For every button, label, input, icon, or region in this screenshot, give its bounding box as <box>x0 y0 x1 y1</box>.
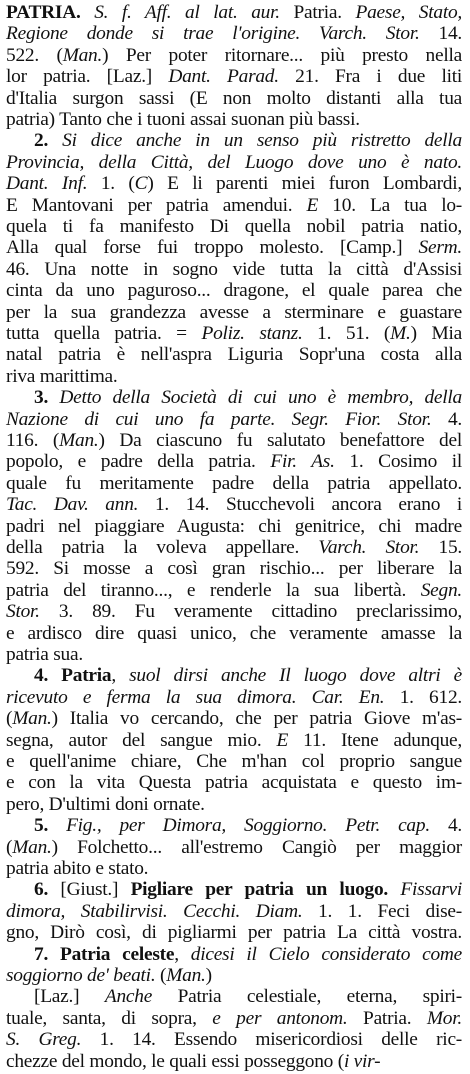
text-segment: E <box>306 194 319 216</box>
text-segment: C <box>134 173 148 195</box>
text-segment: 11. Itene adunque, <box>288 729 463 751</box>
text-segment: Man. <box>59 430 99 451</box>
text-segment: chezze del mondo, le quali essi posseggono ( <box>6 1050 344 1072</box>
text-segment: d'Italia surgon sassi (E non molto distanti alla tua <box>6 87 462 109</box>
text-line <box>6 194 462 218</box>
text-segment: Si dice anche in un senso più ristretto della <box>62 130 462 152</box>
text-segment: Paese, Stato, <box>355 2 462 23</box>
text-line <box>6 771 462 795</box>
text-segment: 4. <box>429 815 462 837</box>
text-segment: segna, autor del sangue mio. <box>6 729 277 751</box>
text-line <box>6 622 462 646</box>
text-line <box>6 1028 462 1052</box>
text-segment: ( <box>6 836 13 858</box>
text-line <box>6 215 462 239</box>
text-segment: S. Greg. <box>6 1029 82 1051</box>
text-segment: 1. ( <box>87 173 135 195</box>
text-segment: e quell'anime chiare, Che m'han col proprio sangue <box>6 751 462 772</box>
text-segment: dimora, Stabilirvisi. Cecchi. Diam. <box>6 900 303 922</box>
text-segment: 4. <box>431 408 463 430</box>
text-line <box>6 686 462 710</box>
text-segment: [Laz.] <box>34 986 105 1008</box>
text-segment: 4. <box>34 665 49 687</box>
text-line <box>6 22 462 46</box>
text-segment: 522. ( <box>6 44 63 66</box>
text-segment <box>48 130 62 151</box>
text-segment: tuale, santa, di sopra, <box>6 1007 213 1029</box>
text-line <box>6 836 462 860</box>
text-line <box>6 1007 462 1031</box>
text-line <box>6 87 462 111</box>
text-line <box>6 472 462 496</box>
text-segment: patria del tiranno..., e renderle la sua libertà. <box>6 579 421 601</box>
text-segment: ( <box>155 965 167 986</box>
text-line <box>6 536 462 560</box>
text-segment: 1. 14. Essendo misericordiosi delle ric- <box>81 1029 463 1051</box>
text-segment: S. f. Aff. al lat. aur. <box>94 2 280 23</box>
text-segment: 10. La tua lo- <box>318 194 463 216</box>
text-segment: Nazione di cui uno fa parte. Segr. Fior. Stor. <box>6 408 432 430</box>
text-segment: Man. <box>12 708 52 730</box>
text-line <box>6 857 462 881</box>
text-segment: 1. Cosimo il <box>334 451 462 473</box>
text-line <box>6 579 462 603</box>
text-segment: Fir. As. <box>270 451 335 473</box>
text-line <box>6 108 462 132</box>
text-segment: ) <box>205 965 212 986</box>
text-line <box>6 900 462 924</box>
text-segment: dicesi il Cielo considerato come <box>190 943 462 965</box>
text-segment: patria abito e stato. <box>6 858 149 879</box>
text-line <box>34 129 462 153</box>
text-line <box>6 450 462 474</box>
text-segment: e per antonom. <box>212 1007 348 1029</box>
text-segment: Dant. Parad. <box>168 66 279 88</box>
text-segment: [Giust.] <box>48 879 131 901</box>
text-line <box>34 814 462 838</box>
text-segment: suol dirsi anche Il luogo dove altri è <box>129 665 462 687</box>
text-line <box>6 750 462 774</box>
text-segment: 21. Fra i due liti <box>278 66 462 88</box>
text-segment <box>48 665 61 686</box>
text-segment: lor patria. [Laz.] <box>6 66 169 88</box>
text-segment: 1. 51. ( <box>302 323 391 344</box>
text-segment: 1. 612. <box>384 686 462 708</box>
text-line <box>34 943 462 967</box>
text-line <box>6 493 462 517</box>
text-segment: PATRIA. <box>6 2 81 23</box>
text-line <box>6 1050 462 1074</box>
text-line <box>6 964 462 988</box>
text-segment: 2. <box>34 130 49 152</box>
text-line <box>6 322 462 346</box>
text-segment: per la sua grandezza avesse a sterminare e guastare <box>6 301 462 323</box>
text-segment: ) Italia vo cercando, che per patria Giove m'as- <box>51 708 462 730</box>
text-segment: gno, Dirò così, di pigliarmi per patria La città vostra. <box>6 922 462 944</box>
text-segment: E Mantovani per patria amendui. <box>6 194 307 216</box>
text-segment: 14. <box>419 23 462 45</box>
text-segment: padri nel piaggiare Augusta: chi genitrice, chi madre <box>6 515 462 537</box>
text-segment: e con la vita Questa patria acquistata e questo im- <box>6 772 462 794</box>
text-line <box>34 878 462 902</box>
text-segment: ( <box>6 708 13 730</box>
text-segment: E <box>276 729 289 751</box>
text-segment: Dant. Inf. <box>6 173 88 195</box>
text-segment: natal patria è nell'aspra Liguria Sopr'una costa alla <box>6 344 462 366</box>
text-segment: tutta quella patria. = <box>6 323 202 344</box>
text-segment: Patria. <box>347 1007 427 1029</box>
text-line <box>6 44 462 68</box>
text-segment: M. <box>390 323 411 344</box>
text-segment: 116. ( <box>6 430 60 451</box>
text-segment: 592. Si mosse a così gran rischio... per liberare la <box>6 558 462 580</box>
text-line <box>6 600 462 624</box>
text-segment: quela ti fa manifesto Di quella nobil patria natio, <box>6 216 462 237</box>
text-segment: Patria celeste <box>60 943 175 965</box>
text-segment: cinta da uno paguroso... dragone, el quale parea che <box>6 280 462 302</box>
text-line <box>6 236 462 260</box>
text-segment: i vir- <box>343 1050 381 1072</box>
text-segment: Mor. <box>426 1007 462 1029</box>
text-segment: Patria <box>61 665 112 687</box>
text-segment: Stor. <box>6 601 40 623</box>
text-segment: Segn. <box>420 579 462 601</box>
text-segment <box>48 944 60 965</box>
text-segment: Fissarvi <box>400 879 462 901</box>
text-segment: Serm. <box>418 237 462 259</box>
text-segment: Alla qual forse fui troppo molesto. [Camp.] <box>6 237 419 259</box>
text-segment: ricevuto e ferma la sua dimora. Car. En. <box>6 686 385 708</box>
text-segment: Man. <box>166 965 206 986</box>
text-segment: Fig., per Dimora, Soggiorno. Petr. cap. <box>66 815 430 837</box>
text-segment: 5. <box>34 815 49 837</box>
text-segment: patria sua. <box>6 644 83 665</box>
text-segment <box>48 815 66 836</box>
text-line <box>6 921 462 945</box>
text-line <box>6 343 462 367</box>
text-segment: Anche <box>104 986 153 1008</box>
text-line <box>6 301 462 325</box>
text-segment: ) Folchetto... all'estremo Cangiò per maggior <box>51 836 462 858</box>
text-segment: , <box>174 943 191 965</box>
text-segment: Detto della Società di cui uno è membro, della <box>59 387 462 409</box>
text-line <box>34 985 462 1009</box>
text-segment: patria) Tanto che i tuoni assai suonan più bassi. <box>6 109 360 130</box>
text-segment: della patria la voleva appellare. <box>6 537 319 558</box>
text-segment: Regione donde si trae l'origine. Varch. Stor. <box>6 23 420 45</box>
text-segment: 3. 89. Fu veramente cittadino preclarissimo, <box>39 601 462 623</box>
text-segment: quale fu meritamente padre della patria appellato. <box>6 472 462 494</box>
text-line <box>6 65 462 89</box>
text-segment: Varch. Stor. <box>318 537 420 558</box>
text-line <box>6 429 462 453</box>
text-segment: ) E li parenti miei furon Lombardi, <box>147 173 462 195</box>
text-segment <box>388 879 400 900</box>
text-segment: Patria celestiale, eterna, spiri- <box>152 986 463 1008</box>
text-segment: popolo, e padre della patria. <box>6 451 271 473</box>
text-line <box>6 515 462 539</box>
text-line <box>6 258 462 282</box>
text-segment: 46. Una notte in sogno vide tutta la città d'Assisi <box>6 258 462 280</box>
text-line <box>6 408 462 432</box>
text-segment: Tac. Dav. ann. <box>6 494 139 516</box>
text-segment <box>81 2 95 23</box>
text-segment: Pigliare per patria un luogo. <box>130 879 389 901</box>
text-segment: 3. <box>34 387 49 409</box>
text-line <box>6 643 462 667</box>
text-segment: 1. 1. Feci dise- <box>302 900 462 922</box>
text-line <box>6 729 462 753</box>
text-line <box>6 172 462 196</box>
text-line <box>34 664 462 688</box>
text-line <box>6 793 462 817</box>
text-line <box>34 386 462 410</box>
text-segment: ) Da ciascuno fu salutato benefattore del <box>98 430 462 451</box>
text-segment: e ardisco dire quasi unico, che veramente amasse la <box>6 622 462 644</box>
text-segment: 6. <box>34 879 49 901</box>
text-line <box>6 279 462 303</box>
text-line <box>6 151 462 175</box>
text-segment: 15. <box>419 537 462 558</box>
text-line <box>6 365 462 389</box>
text-segment: Man. <box>62 44 103 66</box>
text-segment: pero, D'ultimi doni ornate. <box>6 793 205 815</box>
text-segment: Patria. <box>279 2 356 23</box>
text-segment <box>48 387 59 408</box>
text-segment: , <box>111 665 130 687</box>
text-segment: Man. <box>12 836 52 858</box>
text-segment: ) Mia <box>410 323 462 344</box>
text-line <box>6 557 462 581</box>
text-segment: Provincia, della Città, del Luogo dove uno è nato. <box>6 151 462 173</box>
text-segment: riva marittima. <box>6 365 118 387</box>
text-segment: ) Per poter ritornare... più presto nella <box>102 44 462 66</box>
text-segment: 7. <box>34 943 49 965</box>
text-segment: Poliz. stanz. <box>201 323 303 344</box>
text-segment: 1. 14. Stucchevoli ancora erano i <box>138 494 463 516</box>
text-segment: soggiorno de' beati. <box>6 965 156 986</box>
text-line <box>6 707 462 731</box>
text-line <box>6 1 462 25</box>
